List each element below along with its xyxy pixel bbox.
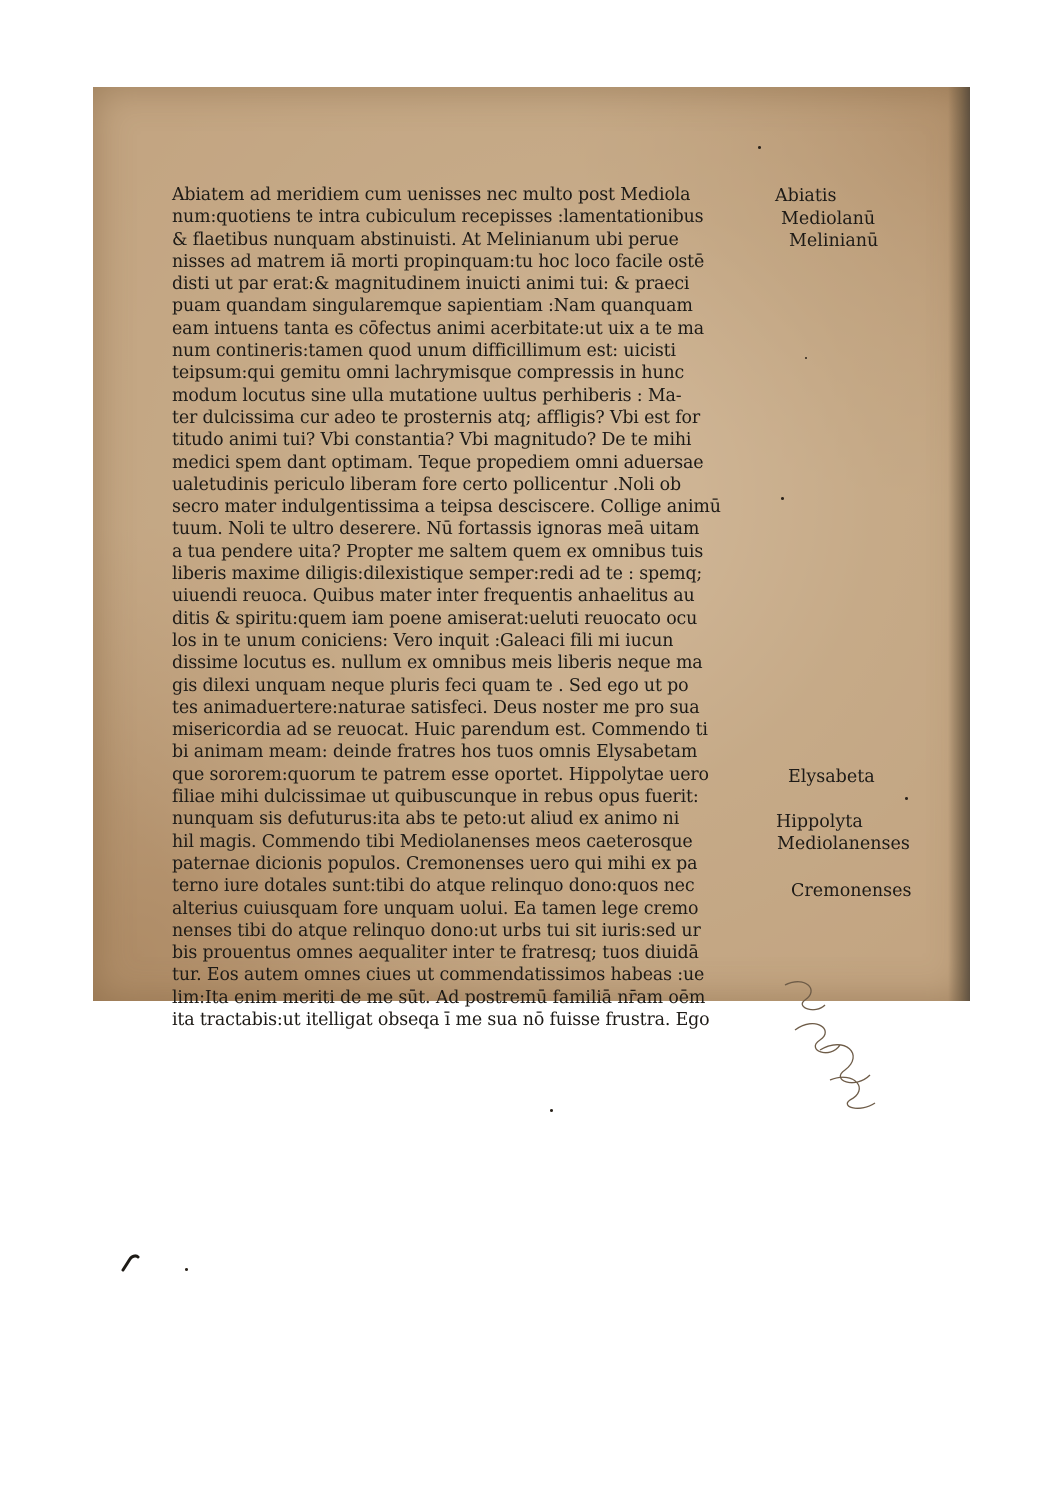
text-line: & flaetibus nunquam abstinuisti. At Melinianum ubi perue	[172, 229, 679, 250]
ink-speck	[758, 146, 761, 149]
text-line: hil magis. Commendo tibi Mediolanenses meos caeterosque	[172, 831, 693, 852]
text-line: alterius cuiusquam fore unquam uolui. Ea tamen lege cremo	[172, 898, 699, 919]
text-line: ditis & spiritu:quem iam poene amiserat:ueluti reuocato ocu	[172, 608, 698, 629]
text-line: nisses ad matrem iā morti propinquam:tu hoc loco facile ostē	[172, 251, 705, 272]
ink-speck	[781, 497, 784, 500]
text-line: teipsum:qui gemitu omni lachrymisque compressis in hunc	[172, 363, 685, 384]
main-text-block	[172, 184, 772, 1031]
text-line: bi animam meam: deinde fratres hos tuos omnis Elysabetam	[172, 742, 698, 763]
text-line: gis dilexi unquam neque pluris feci quam te . Sed ego ut po	[172, 675, 689, 696]
text-line: lim:Ita enim meriti de me sūt. Ad postremū familiā nr̄am oēm	[172, 987, 706, 1008]
text-line: tuum. Noli te ultro deserere. Nū fortassis ignoras meā uitam	[172, 519, 700, 540]
text-line: nenses tibi do atque relinquo dono:ut urbs tui sit iuris:sed ur	[172, 920, 701, 941]
text-line: terno iure dotales sunt:tibi do atque relinquo dono:quos nec	[172, 876, 695, 897]
text-line: ter dulcissima cur adeo te prosternis atq; affligis? Vbi est for	[172, 407, 700, 428]
text-line: los in te unum coniciens: Vero inquit :Galeaci fili mi iucun	[172, 630, 674, 651]
margin-note-elysabeta: Elysabeta	[788, 767, 875, 787]
text-line: eam intuens tanta es cōfectus animi acerbitate:ut uix a te ma	[172, 318, 704, 339]
margin-note-mediolanum: Mediolanū	[781, 209, 876, 229]
text-line: nunquam sis defuturus:ita abs te peto:ut aliud ex animo ni	[172, 809, 680, 830]
ink-speck	[550, 1109, 553, 1112]
ink-speck	[185, 1268, 188, 1271]
text-line: filiae mihi dulcissimae ut quibuscunque in rebus opus fuerit:	[172, 787, 699, 808]
text-line: misericordia ad se reuocat. Huic parendum est. Commendo ti	[172, 720, 708, 741]
text-line: num contineris:tamen quod unum difficillimum est: uicisti	[172, 341, 676, 362]
text-line: a tua pendere uita? Propter me saltem quem ex omnibus tuis	[172, 541, 704, 562]
margin-note-hippolyta: Hippolyta	[776, 812, 863, 832]
text-line: tur. Eos autem omnes ciues ut commendatissimos habeas :ue	[172, 965, 705, 986]
text-line: medici spem dant optimam. Teque propediem omni aduersae	[172, 452, 704, 473]
text-line: titudo animi tui? Vbi constantia? Vbi magnitudo? De te mihi	[172, 430, 692, 451]
page-edge-shadow	[948, 87, 970, 1001]
ink-speck	[905, 797, 908, 800]
margin-note-mediolanenses: Mediolanenses	[777, 834, 910, 854]
text-line: que sororem:quorum te patrem esse oportet. Hippolytae uero	[172, 764, 709, 785]
text-line: secro mater indulgentissima a teipsa desciscere. Collige animū	[172, 497, 721, 518]
text-line: bis prouentus omnes aequaliter inter te fratresq; tuos diuidā	[172, 943, 699, 964]
text-line: ita tractabis:ut itelligat obseqa ī me sua nō fuisse frustra. Ego	[172, 1009, 710, 1030]
margin-note-cremonenses: Cremonenses	[791, 881, 912, 901]
text-line: Abiatem ad meridiem cum uenisses nec multo post Mediola	[172, 185, 691, 205]
text-line: num:quotiens te intra cubiculum recepisses :lamentationibus	[172, 207, 704, 228]
text-line: ualetudinis periculo liberam fore certo pollicentur .Noli ob	[172, 474, 681, 495]
text-line: liberis maxime diligis:dilexistique semper:redi ad te : spemq;	[172, 564, 703, 585]
text-line: dissime locutus es. nullum ex omnibus meis liberis neque ma	[172, 653, 703, 674]
margin-note-melinianum: Melinianū	[789, 231, 879, 251]
text-line: disti ut par erat:& magnitudinem inuicti animi tui: & praeci	[172, 274, 690, 295]
text-line: uiuendi reuoca. Quibus mater inter frequentis anhaelitus au	[172, 586, 695, 607]
margin-note-abiatis: Abiatis	[775, 186, 837, 206]
text-line: paternae dicionis populos. Cremonenses uero qui mihi ex pa	[172, 853, 698, 874]
text-line: modum locutus sine ulla mutatione uultus perhiberis : Ma-	[172, 385, 682, 406]
marginal-doodle	[775, 975, 885, 1115]
ink-speck	[805, 357, 807, 359]
text-line: tes animaduertere:naturae satisfeci. Deus noster me pro sua	[172, 697, 700, 718]
ink-blot-mark	[118, 1245, 148, 1275]
text-line: puam quandam singularemque sapientiam :Nam quanquam	[172, 296, 693, 317]
